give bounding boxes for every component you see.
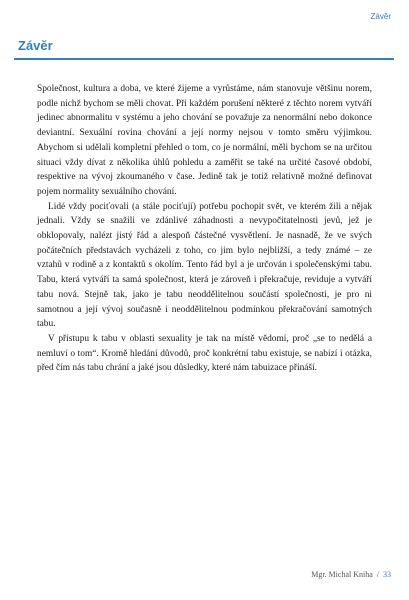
body-text [37,82,372,376]
paragraph-3: V přístupu k tabu v oblasti sexuality je tak na místě vědomí, proč „se to nedělá a nemluví o tom“. Kromě hledání důvodů, proč konkrétní tabu existuje, se nabízí i otázka, před čím nás tabu chrání a jaké jsou důsledky, které nám tabuizace přináší. [37,333,372,374]
paragraph-2: Lidé vždy pociťovali (a stále pociťují) potřebu pochopit svět, ve kterém žili a nějak jednali. Vždy se snažili ve zdánlivé záhadnosti a nevypočitatelnosti jevů, jež je obklopovaly, nalézt jistý řád a alespoň částečné vysvětlení. Je nasnadě, že ve svých počátečních představách vycházeli z toho, co jim bylo nejbližší, a tedy známé – ze vztahů v rodině a z kontaktů s okolím. Tento řád byl a je určován i společenskými tabu. Tabu, která vytváří ta samá společnost, která je zároveň i překračuje, reviduje a vytváří tabu nová. Stejně tak, jako je tabu neoddělitelnou součástí společnosti, je pro ni samotnou a její vývoj současně i neoddělitelnou podmínkou překračování samotných tabu. [37,201,372,330]
paragraph-1: Společnost, kultura a doba, ve které žijeme a vyrůstáme, nám stanovuje většinu norem, podle nichž bychom se měli chovat. Při každém porušení některé z těchto norem vytváří jedinec abnormalitu v systému a jeho chování se považuje za nenormální nebo dokonce deviantní. Sexuální rovina chování a její normy nejsou v tomto směru výjimkou. Abychom si udělali kompletní přehled o tom, co je normální, měli bychom se na určitou situaci vždy dívat z několika úhlů pohledu a zaměřit se také na určité časové období, respektive na vývoj zkoumaného v čase. Jedině tak je totiž relativně možné definovat pojem normality sexuálního chování. [37,84,372,197]
page-footer [311,570,391,579]
running-header-title: Závěr [370,12,391,21]
page-number: 33 [383,570,391,579]
heading-rule [14,58,394,60]
footer-separator: / [376,570,379,579]
footer-author: Mgr. Michal Kniha [311,570,373,579]
section-heading: Závěr [18,38,53,53]
